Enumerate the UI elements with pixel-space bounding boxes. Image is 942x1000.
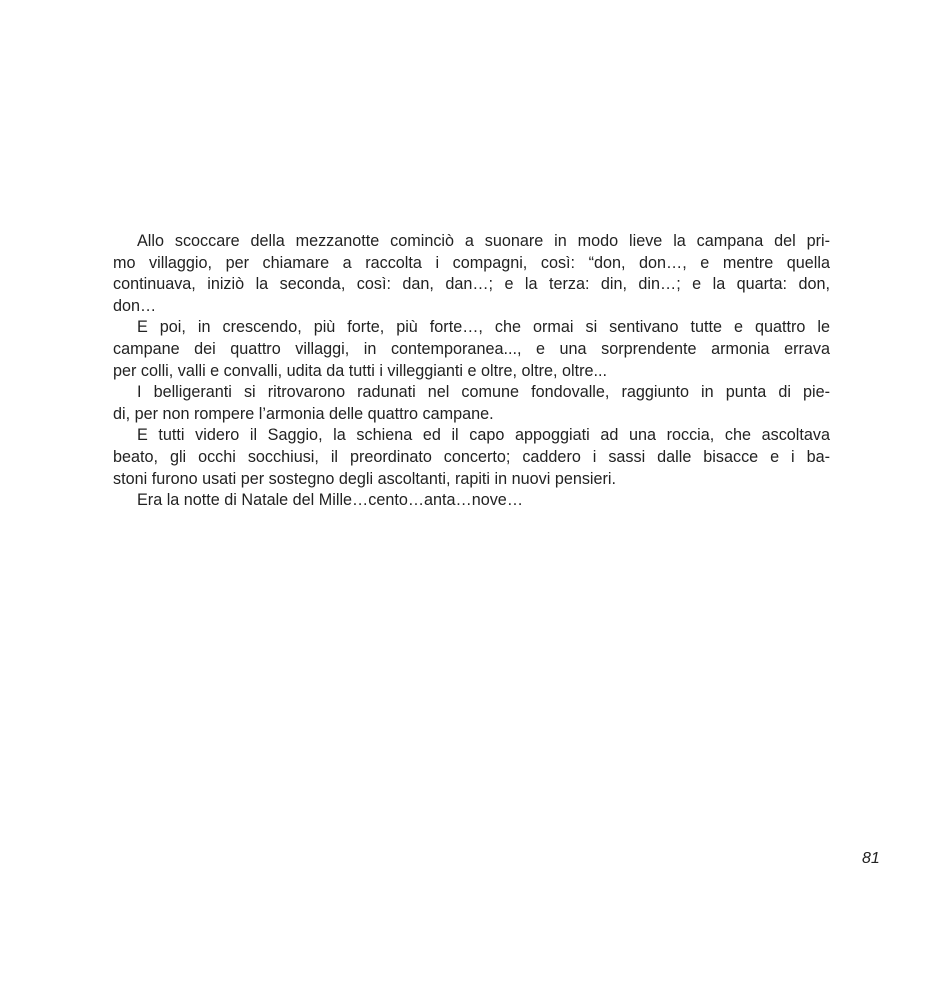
page-number: 81 <box>862 850 880 867</box>
text-line: Allo scoccare della mezzanotte cominciò a suonare in modo lieve la campana del pri- <box>137 232 830 250</box>
text-line: Era la notte di Natale del Mille…cento…anta…nove… <box>137 491 524 510</box>
text-line: E tutti videro il Saggio, la schiena ed il capo appoggiati ad una roccia, che ascoltava <box>137 426 830 445</box>
text-line: continuava, iniziò la seconda, così: dan, dan…; e la terza: din, din…; e la quarta: don, <box>113 275 830 294</box>
text-line: E poi, in crescendo, più forte, più forte…, che ormai si sentivano tutte e quattro le <box>137 318 830 337</box>
text-line: don… <box>113 296 157 315</box>
text-line: mo villaggio, per chiamare a raccolta i compagni, così: “don, don…, e mentre quella <box>113 253 830 272</box>
text-line: beato, gli occhi socchiusi, il preordinato concerto; caddero i sassi dalle bisacce e i ba- <box>113 447 830 466</box>
text-line: campane dei quattro villaggi, in contemporanea..., e una sorprendente armonia errava <box>113 339 830 358</box>
text-line: I belligeranti si ritrovarono radunati nel comune fondovalle, raggiunto in punta di pie- <box>137 383 830 402</box>
text-line: di, per non rompere l’armonia delle quattro campane. <box>113 404 494 423</box>
text-line: per colli, valli e convalli, udita da tutti i villeggianti e oltre, oltre, oltre... <box>113 361 607 380</box>
body-text <box>113 231 830 512</box>
text-line: stoni furono usati per sostegno degli ascoltanti, rapiti in nuovi pensieri. <box>113 469 617 488</box>
